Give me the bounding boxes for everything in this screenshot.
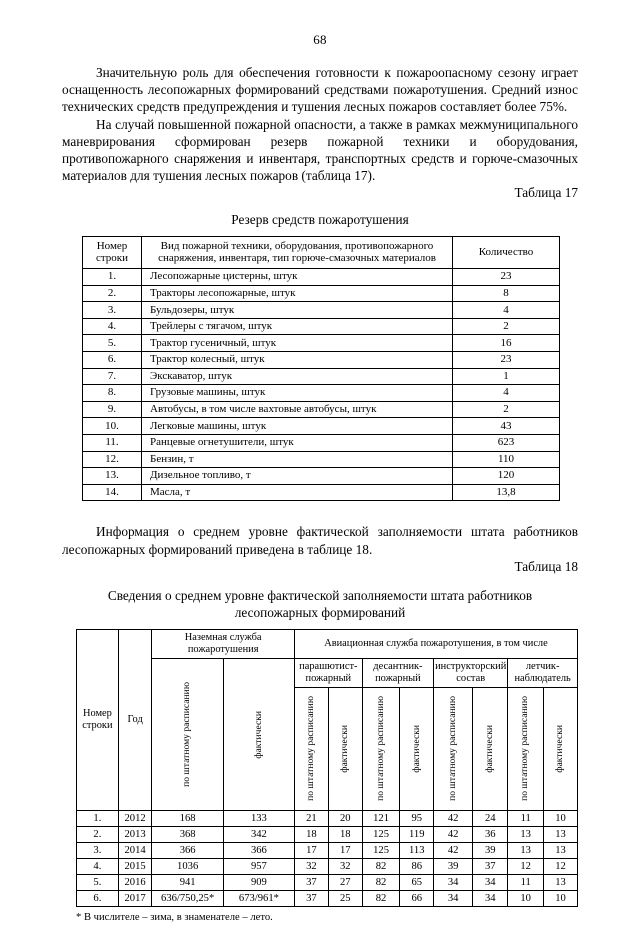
- cell-row-number: 2.: [83, 285, 142, 302]
- cell-ground-actual: 909: [223, 874, 294, 890]
- body-text-block: [62, 64, 578, 184]
- cell-ground-by-staff: 368: [152, 826, 223, 842]
- table-18-header-ins-actual: [473, 687, 508, 810]
- cell-landing-actual: 86: [400, 858, 434, 874]
- table-18-header-par-actual: [328, 687, 362, 810]
- table-row: [77, 826, 578, 842]
- cell-ground-by-staff: 168: [152, 810, 223, 826]
- cell-item-name: Лесопожарные цистерны, штук: [142, 269, 453, 286]
- cell-row-number: 3.: [83, 302, 142, 319]
- cell-item-name: Дизельное топливо, т: [142, 468, 453, 485]
- cell-row-number: 2.: [77, 826, 119, 842]
- table-18-title-line-2: лесопожарных формирований: [234, 605, 406, 621]
- vertical-label-by-staff: по штатному расписанию: [305, 696, 317, 802]
- table-18-header-row-number: Номер строки: [77, 630, 119, 811]
- cell-item-name: Трактор колесный, штук: [142, 351, 453, 368]
- cell-quantity: 2: [453, 401, 560, 418]
- cell-observer-actual: 10: [544, 890, 578, 906]
- cell-observer-actual: 13: [544, 842, 578, 858]
- cell-item-name: Бензин, т: [142, 451, 453, 468]
- cell-year: 2012: [118, 810, 152, 826]
- body-text-block-2: [62, 523, 578, 557]
- cell-observer-actual: 13: [544, 874, 578, 890]
- cell-ground-actual: 366: [223, 842, 294, 858]
- cell-quantity: 8: [453, 285, 560, 302]
- cell-year: 2013: [118, 826, 152, 842]
- table-18-header-year: Год: [118, 630, 152, 811]
- table-18-header-ins-by-staff: [434, 687, 473, 810]
- cell-year: 2016: [118, 874, 152, 890]
- table-18-body: [77, 810, 578, 906]
- cell-quantity: 1: [453, 368, 560, 385]
- cell-instructor-actual: 39: [473, 842, 508, 858]
- cell-landing-by-staff: 82: [362, 890, 400, 906]
- cell-observer-by-staff: 13: [508, 842, 544, 858]
- cell-item-name: Трейлеры с тягачом, штук: [142, 318, 453, 335]
- cell-quantity: 4: [453, 385, 560, 402]
- cell-ground-by-staff: 941: [152, 874, 223, 890]
- cell-parachute-actual: 25: [328, 890, 362, 906]
- cell-row-number: 6.: [83, 351, 142, 368]
- table-row: [77, 874, 578, 890]
- cell-instructor-actual: 24: [473, 810, 508, 826]
- cell-instructor-by-staff: 42: [434, 842, 473, 858]
- page-number: 68: [313, 32, 327, 47]
- cell-instructor-by-staff: 42: [434, 810, 473, 826]
- cell-row-number: 10.: [83, 418, 142, 435]
- cell-row-number: 5.: [77, 874, 119, 890]
- cell-row-number: 13.: [83, 468, 142, 485]
- table-18-header-sub-instructor: инструкторский состав: [434, 659, 508, 688]
- cell-year: 2014: [118, 842, 152, 858]
- cell-row-number: 14.: [83, 484, 142, 501]
- table-17-title: Резерв средств пожаротушения: [231, 211, 409, 227]
- cell-item-name: Грузовые машины, штук: [142, 385, 453, 402]
- cell-parachute-actual: 20: [328, 810, 362, 826]
- table-18-header-ground-actual: [223, 659, 294, 811]
- cell-item-name: Ранцевые огнетушители, штук: [142, 434, 453, 451]
- cell-instructor-actual: 37: [473, 858, 508, 874]
- vertical-label-by-staff: по штатному расписанию: [519, 696, 531, 802]
- table-row: [77, 890, 578, 906]
- cell-landing-actual: 66: [400, 890, 434, 906]
- table-18-header-sub-landing: десантник-пожарный: [362, 659, 433, 688]
- table-row: [83, 302, 560, 319]
- cell-row-number: 4.: [83, 318, 142, 335]
- cell-landing-by-staff: 82: [362, 874, 400, 890]
- cell-observer-actual: 10: [544, 810, 578, 826]
- vertical-label-by-staff: по штатному расписанию: [446, 696, 458, 802]
- table-row: [83, 451, 560, 468]
- table-row: [83, 401, 560, 418]
- table-18-header-sub-observer: летчик-наблюдатель: [508, 659, 578, 688]
- cell-ground-by-staff: 636/750,25*: [152, 890, 223, 906]
- cell-quantity: 23: [453, 351, 560, 368]
- cell-parachute-by-staff: 32: [294, 858, 328, 874]
- paragraph-3: Информация о среднем уровне фактической заполняемости штата работников лесопожарных формирований приведена в таблице 18.: [62, 524, 578, 557]
- cell-parachute-by-staff: 18: [294, 826, 328, 842]
- cell-row-number: 1.: [83, 269, 142, 286]
- cell-quantity: 16: [453, 335, 560, 352]
- cell-row-number: 7.: [83, 368, 142, 385]
- table-18-header-ground-service: Наземная служба пожаротушения: [152, 630, 295, 659]
- cell-instructor-by-staff: 34: [434, 890, 473, 906]
- cell-quantity: 13,8: [453, 484, 560, 501]
- vertical-label-by-staff: по штатному расписанию: [181, 682, 193, 788]
- table-row: [83, 318, 560, 335]
- cell-quantity: 120: [453, 468, 560, 485]
- table-17-body: [83, 269, 560, 501]
- table-row: [83, 434, 560, 451]
- table-row: [77, 810, 578, 826]
- cell-row-number: 1.: [77, 810, 119, 826]
- cell-ground-by-staff: 1036: [152, 858, 223, 874]
- cell-quantity: 43: [453, 418, 560, 435]
- cell-year: 2017: [118, 890, 152, 906]
- cell-instructor-by-staff: 42: [434, 826, 473, 842]
- cell-landing-by-staff: 125: [362, 826, 400, 842]
- cell-row-number: 9.: [83, 401, 142, 418]
- cell-item-name: Легковые машины, штук: [142, 418, 453, 435]
- paragraph-1: Значительную роль для обеспечения готовности к пожароопасному сезону играет оснащенность лесопожарных формирований средствами пожаротушения. Средний износ технических средств предупреждения и тушения лесных пожаров составляет более 75%.: [62, 65, 578, 115]
- cell-parachute-by-staff: 37: [294, 874, 328, 890]
- cell-parachute-by-staff: 37: [294, 890, 328, 906]
- cell-parachute-actual: 18: [328, 826, 362, 842]
- table-18-header-des-by-staff: [362, 687, 400, 810]
- table-18-footnote: * В числителе – зима, в знаменателе – лето.: [76, 911, 273, 923]
- table-row: [83, 335, 560, 352]
- cell-observer-actual: 13: [544, 826, 578, 842]
- cell-parachute-actual: 27: [328, 874, 362, 890]
- table-row: [77, 858, 578, 874]
- table-18-header-ground-by-staff: [152, 659, 223, 811]
- table-row: [83, 484, 560, 501]
- table-18-header-par-by-staff: [294, 687, 328, 810]
- table-17-header-quantity: Количество: [453, 236, 560, 268]
- cell-row-number: 11.: [83, 434, 142, 451]
- cell-landing-actual: 65: [400, 874, 434, 890]
- cell-item-name: Бульдозеры, штук: [142, 302, 453, 319]
- cell-quantity: 4: [453, 302, 560, 319]
- table-18-header-aviation-service: Авиационная служба пожаротушения, в том числе: [294, 630, 577, 659]
- vertical-label-actual: фактически: [252, 710, 264, 759]
- cell-parachute-by-staff: 21: [294, 810, 328, 826]
- cell-quantity: 110: [453, 451, 560, 468]
- cell-quantity: 2: [453, 318, 560, 335]
- table-17-header-row: [83, 236, 560, 268]
- cell-observer-by-staff: 11: [508, 874, 544, 890]
- table-18-header-obs-by-staff: [508, 687, 544, 810]
- table-row: [83, 285, 560, 302]
- cell-instructor-actual: 34: [473, 890, 508, 906]
- cell-item-name: Тракторы лесопожарные, штук: [142, 285, 453, 302]
- cell-ground-actual: 133: [223, 810, 294, 826]
- cell-observer-by-staff: 12: [508, 858, 544, 874]
- table-18: [76, 629, 578, 907]
- cell-ground-by-staff: 366: [152, 842, 223, 858]
- table-row: [83, 269, 560, 286]
- table-row: [83, 351, 560, 368]
- table-17-header-row-number: Номер строки: [83, 236, 142, 268]
- cell-observer-by-staff: 13: [508, 826, 544, 842]
- table-row: [83, 418, 560, 435]
- cell-observer-actual: 12: [544, 858, 578, 874]
- document-page: [0, 32, 640, 937]
- cell-landing-by-staff: 121: [362, 810, 400, 826]
- cell-row-number: 6.: [77, 890, 119, 906]
- cell-year: 2015: [118, 858, 152, 874]
- table-18-header-des-actual: [400, 687, 434, 810]
- cell-landing-actual: 95: [400, 810, 434, 826]
- table-17-label: Таблица 17: [514, 185, 578, 201]
- cell-item-name: Масла, т: [142, 484, 453, 501]
- cell-instructor-actual: 34: [473, 874, 508, 890]
- vertical-label-actual: фактически: [484, 725, 495, 773]
- cell-instructor-by-staff: 34: [434, 874, 473, 890]
- cell-quantity: 623: [453, 434, 560, 451]
- cell-parachute-actual: 32: [328, 858, 362, 874]
- paragraph-2: На случай повышенной пожарной опасности, а также в рамках межмуниципального маневрирования сформирован резерв пожарной техники и оборудования, противопожарного снаряжения и инвентаря, транспортных средств и горюче-смазочных материалов для тушения лесных пожаров (таблица 17).: [62, 116, 578, 184]
- table-17-header-item: Вид пожарной техники, оборудования, противопожарного снаряжения, инвентаря, тип горюче-смазочных материалов: [142, 236, 453, 268]
- table-row: [83, 368, 560, 385]
- cell-parachute-by-staff: 17: [294, 842, 328, 858]
- table-18-header-row-1: [77, 630, 578, 659]
- vertical-label-actual: фактически: [410, 725, 422, 773]
- table-18-header-sub-parachute: парашютист-пожарный: [294, 659, 362, 688]
- cell-landing-actual: 113: [400, 842, 434, 858]
- cell-quantity: 23: [453, 269, 560, 286]
- cell-ground-actual: 957: [223, 858, 294, 874]
- cell-landing-by-staff: 82: [362, 858, 400, 874]
- cell-landing-actual: 119: [400, 826, 434, 842]
- table-17: [82, 236, 560, 502]
- table-row: [77, 842, 578, 858]
- cell-ground-actual: 342: [223, 826, 294, 842]
- cell-item-name: Автобусы, в том числе вахтовые автобусы, штук: [142, 401, 453, 418]
- cell-parachute-actual: 17: [328, 842, 362, 858]
- table-18-title: [62, 587, 578, 621]
- cell-row-number: 4.: [77, 858, 119, 874]
- table-row: [83, 468, 560, 485]
- cell-row-number: 8.: [83, 385, 142, 402]
- cell-row-number: 12.: [83, 451, 142, 468]
- vertical-label-actual: фактически: [554, 725, 566, 773]
- vertical-label-actual: фактически: [339, 725, 351, 773]
- cell-observer-by-staff: 11: [508, 810, 544, 826]
- cell-observer-by-staff: 10: [508, 890, 544, 906]
- table-18-header-obs-actual: [544, 687, 578, 810]
- cell-row-number: 5.: [83, 335, 142, 352]
- table-18-label: Таблица 18: [514, 558, 578, 574]
- cell-item-name: Экскаватор, штук: [142, 368, 453, 385]
- cell-item-name: Трактор гусеничный, штук: [142, 335, 453, 352]
- cell-landing-by-staff: 125: [362, 842, 400, 858]
- table-row: [83, 385, 560, 402]
- cell-ground-actual: 673/961*: [223, 890, 294, 906]
- table-18-header-row-2: [77, 659, 578, 688]
- cell-row-number: 3.: [77, 842, 119, 858]
- table-18-title-line-1: Сведения о среднем уровне фактической заполняемости штата работников: [107, 587, 533, 603]
- cell-instructor-actual: 36: [473, 826, 508, 842]
- cell-instructor-by-staff: 39: [434, 858, 473, 874]
- vertical-label-by-staff: по штатному расписанию: [374, 696, 386, 802]
